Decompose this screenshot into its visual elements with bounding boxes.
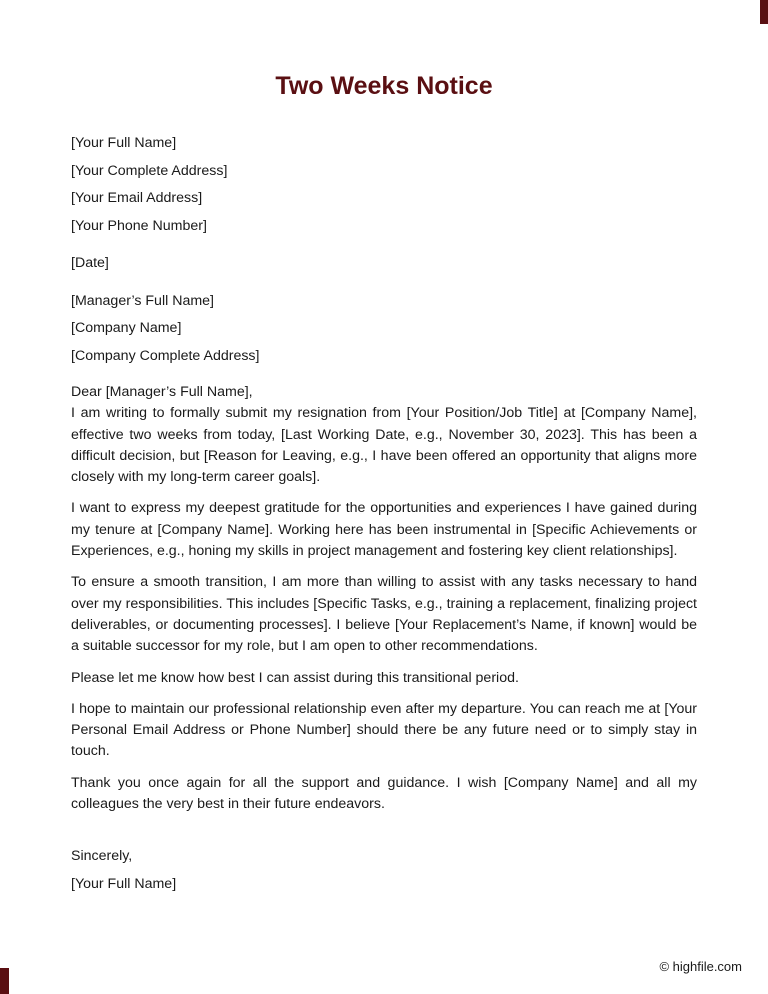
sender-block bbox=[71, 130, 697, 240]
recipient-company: [Company Name] bbox=[71, 320, 182, 336]
closing: Sincerely, bbox=[71, 848, 133, 865]
recipient-block bbox=[71, 288, 697, 371]
footer-copyright: © highfile.com bbox=[659, 959, 742, 974]
sender-email: [Your Email Address] bbox=[71, 190, 203, 206]
corner-accent-bar bbox=[0, 968, 9, 994]
sender-phone: [Your Phone Number] bbox=[71, 217, 207, 234]
corner-accent-bar bbox=[760, 0, 768, 24]
body-paragraph: I hope to maintain our professional relationship even after my departure. You can reach me at [Your Personal Email Address or Phone Number] should there be any future need or to simply stay in touch. bbox=[71, 700, 697, 760]
signature-name: [Your Full Name] bbox=[71, 875, 177, 892]
body-paragraph: I want to express my deepest gratitude for the opportunities and experiences I have gained during my tenure at [Company Name]. Working here has been instrumental in [Specific Achievements or Experiences, e.g., honing my skills in project management and fostering key client relationships]. bbox=[71, 500, 697, 560]
recipient-name: [Manager’s Full Name] bbox=[71, 292, 214, 309]
body-paragraph: Thank you once again for all the support and guidance. I wish [Company Name] and all my colleagues the very best in their future endeavors. bbox=[71, 774, 697, 813]
document-title: Two Weeks Notice bbox=[275, 72, 493, 100]
body-paragraph: Please let me know how best I can assist during this transitional period. bbox=[71, 669, 519, 686]
greeting: Dear [Manager’s Full Name], bbox=[71, 384, 253, 400]
sender-address: [Your Complete Address] bbox=[71, 162, 228, 179]
recipient-address: [Company Complete Address] bbox=[71, 347, 260, 364]
sender-name: [Your Full Name] bbox=[71, 135, 177, 151]
letter-date: [Date] bbox=[71, 255, 109, 271]
body-paragraph: I am writing to formally submit my resignation from [Your Position/Job Title] at [Company Name], effective two weeks from today, [Last Working Date, e.g., November 30, 2023]. This has been a difficult decision, but [Reason for Leaving, e.g., I have been offered an opportunity that aligns more closely with my long-term career goals]. bbox=[71, 405, 697, 486]
letter-body bbox=[71, 130, 697, 898]
body-paragraph: To ensure a smooth transition, I am more than willing to assist with any tasks necessary to hand over my responsibilities. This includes [Specific Tasks, e.g., training a replacement, finalizing project deliverables, or documenting processes]. I believe [Your Replacement’s Name, if known] would be a suitable successor for my role, but I am open to other recommendations. bbox=[71, 574, 697, 655]
